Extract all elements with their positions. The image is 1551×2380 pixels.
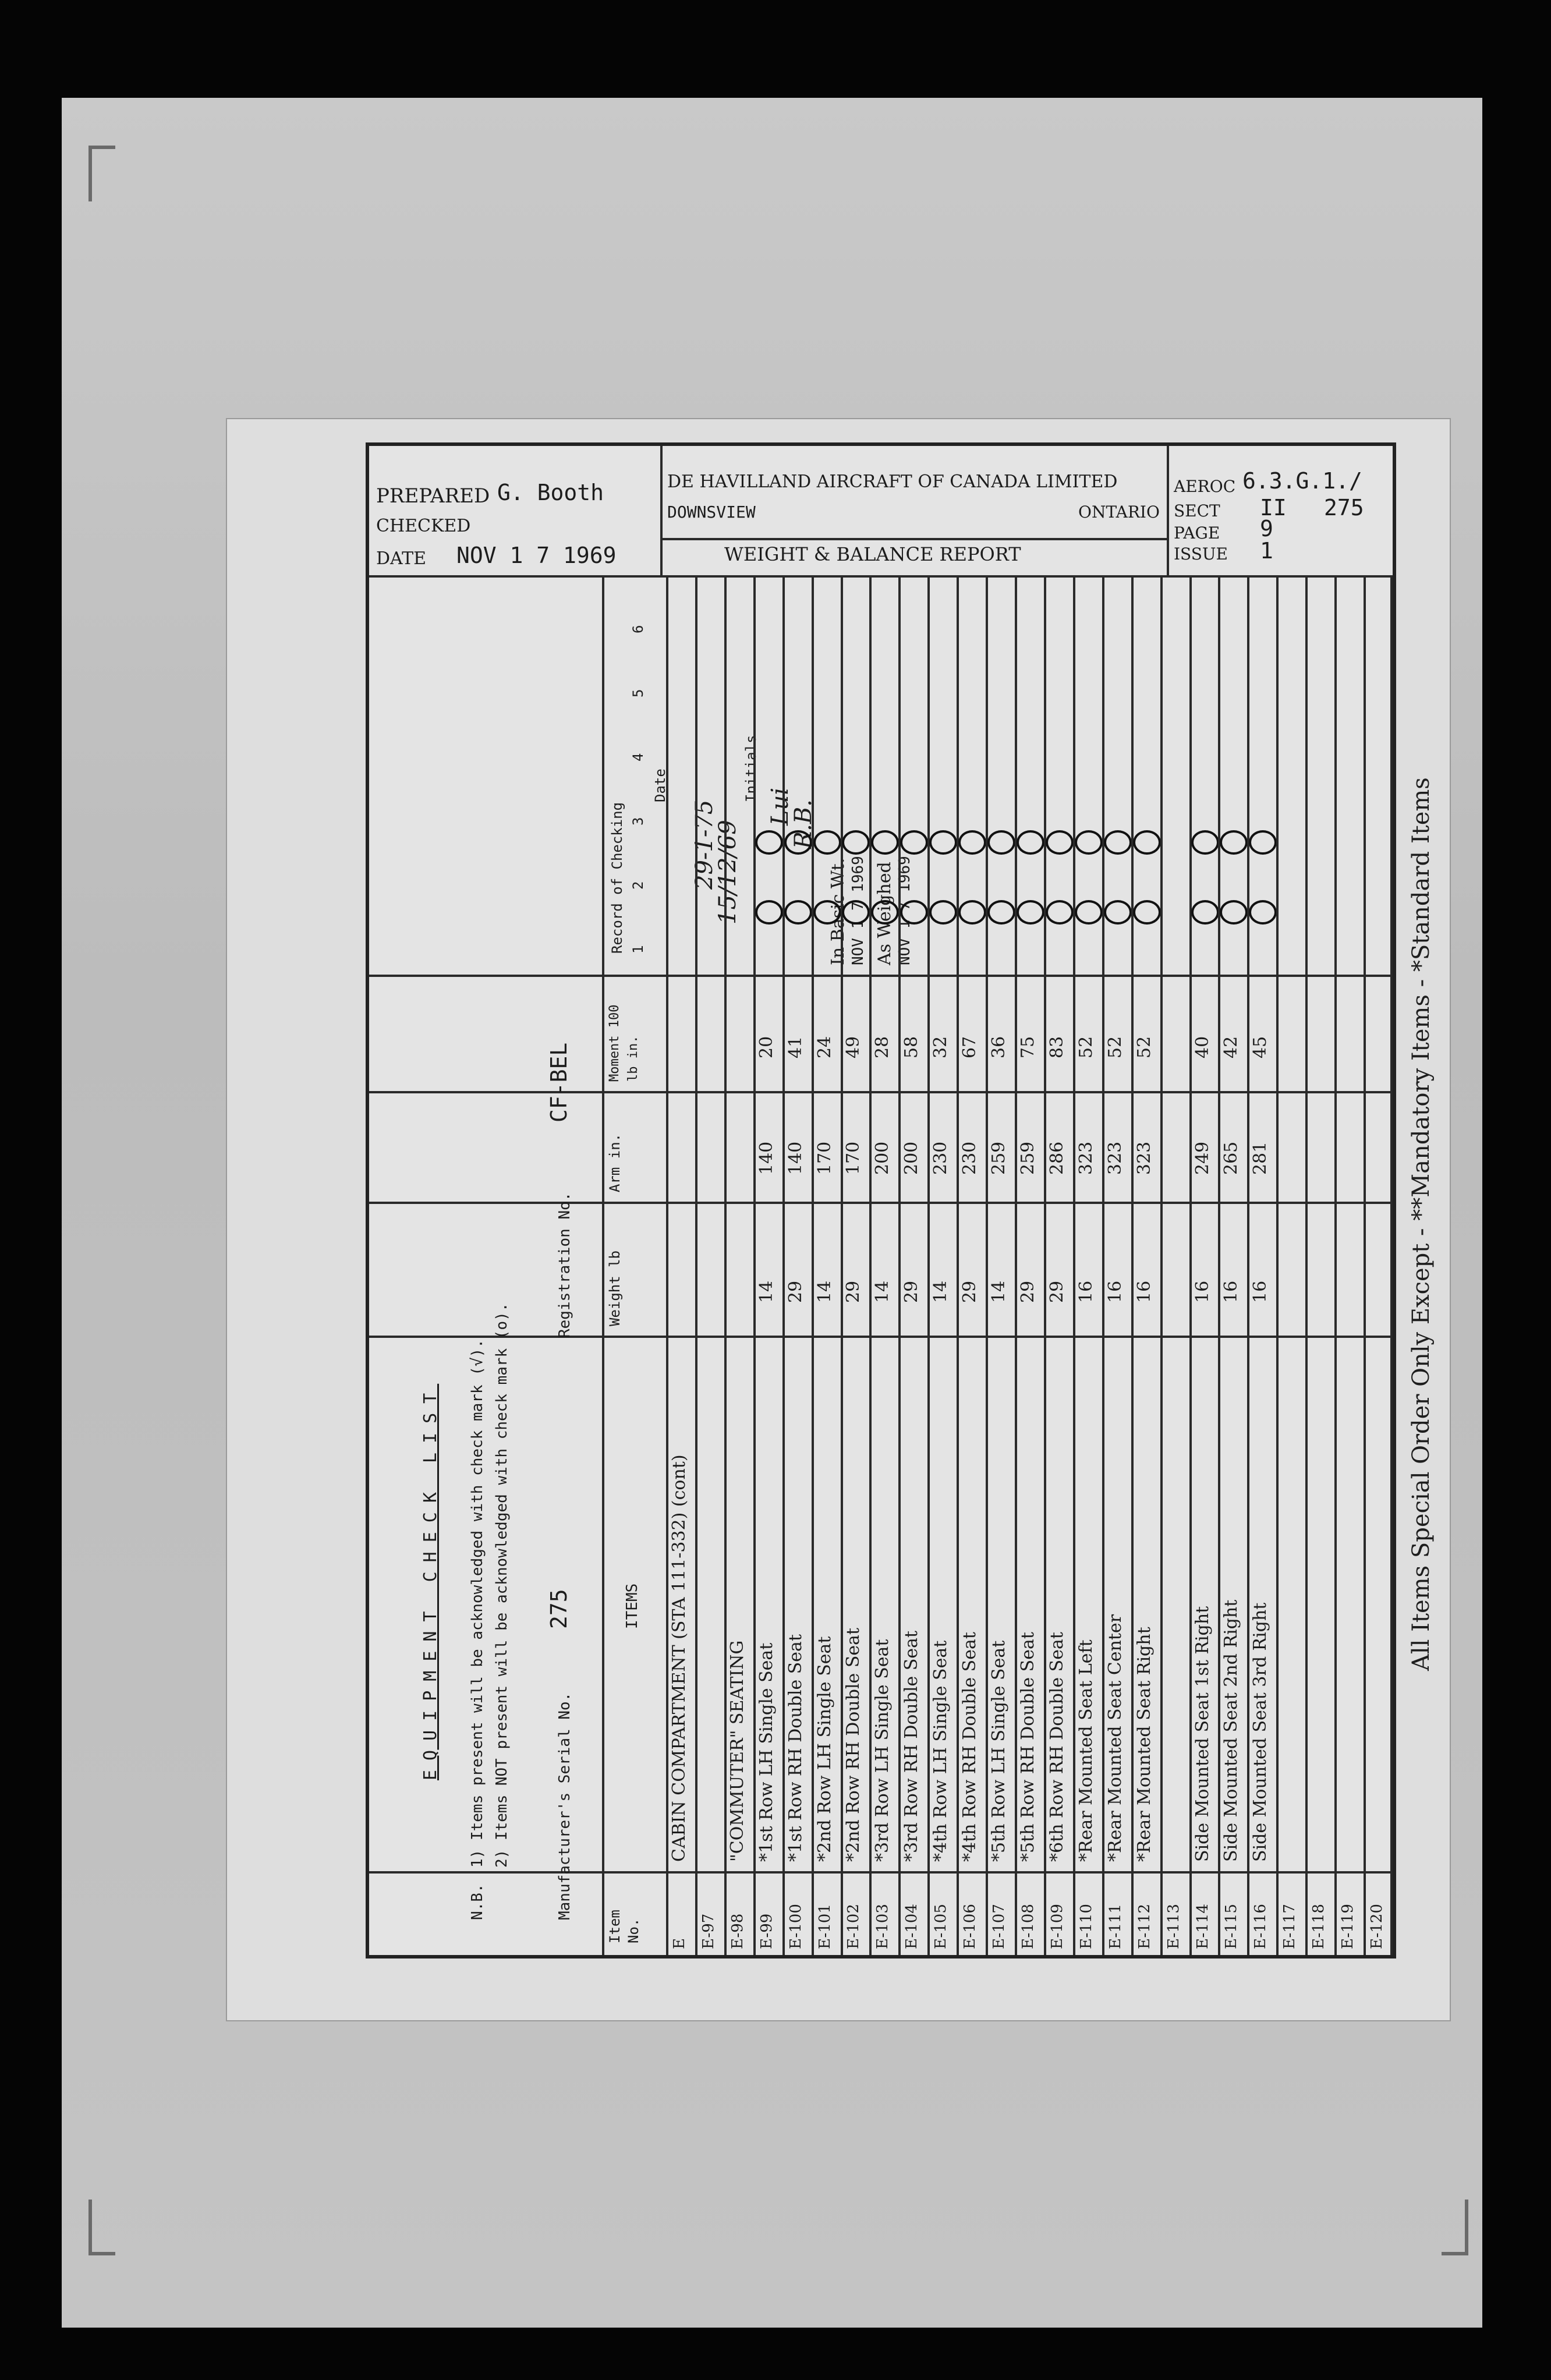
date-entry-1: 29-1-75	[691, 799, 718, 890]
row-arm: 230	[959, 1141, 980, 1175]
row-divider	[869, 575, 872, 1955]
row-arm: 323	[1075, 1141, 1096, 1175]
report-title: WEIGHT & BALANCE REPORT	[724, 543, 1021, 565]
row-item: *5th Row RH Double Seat	[1018, 1632, 1038, 1862]
row-weight: 16	[1104, 1280, 1125, 1303]
row-moment: 36	[989, 1036, 1010, 1058]
row-item: "COMMUTER" SEATING	[727, 1640, 748, 1862]
row-weight: 16	[1221, 1280, 1242, 1303]
row-divider	[927, 575, 930, 1955]
row-arm: 170	[814, 1141, 835, 1175]
row-no: E-111	[1106, 1904, 1124, 1949]
row-no: E-99	[757, 1913, 776, 1949]
row-no: E-110	[1077, 1904, 1095, 1949]
check-mark-o-basic	[1133, 900, 1161, 925]
check-mark-o-basic	[784, 900, 812, 925]
check-mark-o-basic	[987, 900, 1015, 925]
row-arm: 259	[1018, 1141, 1038, 1175]
row-no: E-120	[1368, 1904, 1386, 1949]
row-no: E-103	[874, 1904, 892, 1949]
check-mark-o-weighed	[929, 830, 957, 855]
record-number-5: 5	[630, 689, 646, 697]
equipment-table-rotated	[369, 446, 1393, 1955]
column-divider	[369, 1091, 1393, 1093]
row-item: CABIN COMPARTMENT (STA 111-332) (cont)	[668, 1454, 689, 1862]
row-no: E-116	[1252, 1904, 1270, 1949]
record-initials-label: Initials	[743, 735, 759, 802]
row-moment: 40	[1192, 1036, 1213, 1058]
row-moment: 20	[756, 1036, 777, 1058]
row-moment: 32	[930, 1036, 951, 1058]
check-mark-o-weighed	[755, 830, 783, 855]
record-label: Record of Checking	[609, 802, 625, 954]
row-divider	[695, 575, 697, 1955]
row-no: E-101	[816, 1904, 834, 1949]
check-mark-o-weighed	[1220, 830, 1248, 855]
row-divider	[782, 575, 785, 1955]
row-moment: 41	[785, 1036, 806, 1058]
col-weight: Weight lb	[607, 1250, 623, 1326]
row-item: Side Mounted Seat 1st Right	[1192, 1606, 1213, 1862]
row-weight: 29	[785, 1280, 806, 1303]
row-no: E-104	[903, 1904, 921, 1949]
registration-value: CF-BEL	[546, 1042, 572, 1122]
check-mark-o-basic	[900, 900, 928, 925]
checklist-title: EQUIPMENT CHECK LIST	[420, 1383, 441, 1780]
row-no: E-98	[728, 1913, 746, 1949]
check-mark-o-basic	[1046, 900, 1074, 925]
check-mark-o-weighed	[900, 830, 928, 855]
row-weight: 16	[1192, 1280, 1213, 1303]
row-divider-last	[1390, 575, 1393, 1955]
row-arm: 140	[785, 1141, 806, 1175]
row-weight: 29	[843, 1280, 864, 1303]
checked-label: CHECKED	[376, 516, 471, 536]
prepared-label: PREPARED	[376, 484, 490, 508]
row-divider	[753, 575, 756, 1955]
date-label: DATE	[376, 548, 426, 569]
crop-mark-bottom-left	[88, 2200, 115, 2255]
row-no: E-102	[845, 1904, 863, 1949]
check-mark-o-basic	[1191, 900, 1219, 925]
check-mark-o-weighed	[1191, 830, 1219, 855]
check-mark-o-weighed	[958, 830, 986, 855]
aeroc-value: 6.3.G.1./	[1242, 468, 1362, 494]
row-no: E-106	[961, 1904, 979, 1949]
row-divider	[812, 575, 814, 1955]
check-mark-o-weighed	[842, 830, 870, 855]
row-moment: 52	[1075, 1036, 1096, 1058]
check-mark-o-basic	[1075, 900, 1103, 925]
row-divider	[1334, 575, 1337, 1955]
column-divider	[369, 1336, 1393, 1338]
page-label: PAGE	[1174, 523, 1220, 543]
row-divider	[1102, 575, 1104, 1955]
initials-entry-1: Lui	[767, 787, 794, 826]
col-items: ITEMS	[624, 1583, 641, 1629]
check-mark-o-basic	[958, 900, 986, 925]
row-moment: 52	[1134, 1036, 1155, 1058]
row-arm: 281	[1250, 1141, 1271, 1175]
row-item: *Rear Mounted Seat Right	[1134, 1627, 1155, 1862]
row-arm: 140	[756, 1141, 777, 1175]
row-item: *4th Row LH Single Seat	[930, 1640, 951, 1862]
issue-value: 1	[1260, 538, 1273, 564]
row-weight: 29	[959, 1280, 980, 1303]
sect-number: 275	[1324, 495, 1364, 520]
row-divider	[724, 575, 727, 1955]
serial-label: Manufacturer's Serial No.	[556, 1692, 573, 1920]
row-moment: 58	[901, 1036, 922, 1058]
check-mark-o-basic	[929, 900, 957, 925]
aeroc-label: AEROC	[1174, 477, 1236, 496]
row-arm: 170	[843, 1141, 864, 1175]
row-weight: 14	[989, 1280, 1010, 1303]
row-item: *Rear Mounted Seat Left	[1075, 1639, 1096, 1862]
row-divider	[841, 575, 843, 1955]
row-weight: 29	[1018, 1280, 1038, 1303]
row-arm: 249	[1192, 1141, 1213, 1175]
row-item: *4th Row RH Double Seat	[959, 1632, 980, 1862]
row-arm: 259	[989, 1141, 1010, 1175]
column-divider	[369, 975, 1393, 977]
weight-balance-form	[366, 442, 1396, 1958]
crop-mark-top-left	[88, 146, 115, 201]
prepared-value: G. Booth	[497, 480, 604, 505]
record-number-6: 6	[630, 625, 646, 633]
row-item: *3rd Row LH Single Seat	[872, 1639, 893, 1862]
row-divider	[1305, 575, 1308, 1955]
row-divider	[957, 575, 959, 1955]
check-mark-o-weighed	[813, 830, 841, 855]
row-moment: 42	[1221, 1036, 1242, 1058]
row-moment: 67	[959, 1036, 980, 1058]
row-item: *3rd Row RH Double Seat	[901, 1630, 922, 1862]
row-divider	[1218, 575, 1220, 1955]
row-no: E-100	[787, 1904, 805, 1949]
weighed-date: NOV 1 7 1969	[896, 856, 913, 965]
row-divider	[1015, 575, 1017, 1955]
footer-note: All Items Special Order Only Except - **Mandatory Items - *Standard Items	[1408, 777, 1435, 1671]
row-moment: 49	[843, 1036, 864, 1058]
row-arm: 323	[1104, 1141, 1125, 1175]
row-item: *1st Row RH Double Seat	[785, 1634, 806, 1862]
record-number-2: 2	[630, 881, 646, 890]
row-moment: 24	[814, 1036, 835, 1058]
record-number-3: 3	[630, 817, 646, 826]
row-arm: 265	[1221, 1141, 1242, 1175]
row-no: E-108	[1019, 1904, 1037, 1949]
row-item: *5th Row LH Single Seat	[989, 1640, 1010, 1862]
row-no: E-115	[1223, 1904, 1241, 1949]
initials-entry-2: R.B.	[790, 799, 817, 849]
row-divider	[1131, 575, 1134, 1955]
row-item: *2nd Row LH Single Seat	[814, 1636, 835, 1862]
row-no: E-119	[1339, 1904, 1357, 1949]
row-item: *2nd Row RH Double Seat	[843, 1627, 864, 1862]
check-mark-o-weighed	[871, 830, 899, 855]
row-no: E-114	[1194, 1904, 1212, 1949]
check-mark-o-weighed	[784, 830, 812, 855]
col-item-no: Item No.	[607, 1910, 642, 1943]
location-left: DOWNSVIEW	[667, 502, 756, 522]
crop-mark-bottom-right	[1442, 2200, 1468, 2255]
row-arm: 323	[1134, 1141, 1155, 1175]
row-weight: 14	[756, 1280, 777, 1303]
row-arm: 200	[901, 1141, 922, 1175]
row-divider	[1276, 575, 1279, 1955]
row-no: E-107	[990, 1904, 1008, 1949]
record-number-1: 1	[630, 945, 646, 954]
row-divider	[666, 575, 668, 1955]
row-weight: 14	[930, 1280, 951, 1303]
row-item: *6th Row RH Double Seat	[1046, 1632, 1067, 1862]
check-mark-o-weighed	[1017, 830, 1044, 855]
row-no: E-117	[1281, 1904, 1299, 1949]
issue-label: ISSUE	[1174, 544, 1228, 564]
row-item: *Rear Mounted Seat Center	[1104, 1614, 1125, 1862]
row-no: E-113	[1164, 1904, 1182, 1949]
check-mark-o-weighed	[987, 830, 1015, 855]
row-no: E-97	[699, 1913, 717, 1949]
row-weight: 16	[1075, 1280, 1096, 1303]
row-divider	[1044, 575, 1046, 1955]
row-divider	[1364, 575, 1366, 1955]
row-item: Side Mounted Seat 2nd Right	[1221, 1599, 1242, 1862]
row-no: E-109	[1048, 1904, 1066, 1949]
row-divider	[1247, 575, 1249, 1955]
check-mark-o-weighed	[1133, 830, 1161, 855]
row-divider	[986, 575, 988, 1955]
row-moment: 45	[1250, 1036, 1271, 1058]
row-no: E	[670, 1938, 688, 1949]
row-weight: 29	[901, 1280, 922, 1303]
row-moment: 75	[1018, 1036, 1038, 1058]
check-mark-o-weighed	[1046, 830, 1074, 855]
row-divider	[1073, 575, 1075, 1955]
check-mark-o-basic	[813, 900, 841, 925]
note-2: 2) Items NOT present will be acknowledged with check mark (o).	[493, 1302, 511, 1868]
row-no: E-105	[932, 1904, 950, 1949]
sect-label: SECT	[1174, 501, 1220, 520]
record-date-label: Date	[652, 768, 668, 802]
basic-date: NOV 1 7 1969	[849, 856, 867, 965]
row-arm: 200	[872, 1141, 893, 1175]
company-name: DE HAVILLAND AIRCRAFT OF CANADA LIMITED	[667, 472, 1118, 492]
check-mark-o-weighed	[1104, 830, 1132, 855]
row-weight: 14	[814, 1280, 835, 1303]
check-mark-o-basic	[1104, 900, 1132, 925]
row-arm: 230	[930, 1141, 951, 1175]
date-entry-2: 15/12/69	[714, 820, 741, 925]
registration-label: Registration No.	[556, 1192, 573, 1338]
basic-label: In Basic Wt.	[828, 858, 848, 965]
sect-value: II	[1260, 495, 1287, 520]
column-divider	[369, 1202, 1393, 1204]
check-mark-o-basic	[1249, 900, 1277, 925]
row-moment: 52	[1104, 1036, 1125, 1058]
col-moment: Moment 100 lb in.	[607, 1004, 640, 1082]
row-divider	[1160, 575, 1163, 1955]
col-arm: Arm in.	[607, 1133, 623, 1192]
row-moment: 83	[1046, 1036, 1067, 1058]
date-value: NOV 1 7 1969	[456, 543, 617, 568]
row-divider	[898, 575, 901, 1955]
row-moment: 28	[872, 1036, 893, 1058]
row-arm: 286	[1046, 1141, 1067, 1175]
record-number-4: 4	[630, 753, 646, 762]
row-item: *1st Row LH Single Seat	[756, 1642, 777, 1862]
row-weight: 29	[1046, 1280, 1067, 1303]
column-divider	[369, 1871, 1393, 1873]
row-item: Side Mounted Seat 3rd Right	[1250, 1602, 1271, 1862]
nb-label: N.B.	[469, 1883, 486, 1920]
header-band-divider	[602, 575, 604, 1955]
row-weight: 14	[872, 1280, 893, 1303]
serial-value: 275	[546, 1589, 572, 1629]
check-mark-o-basic	[1220, 900, 1248, 925]
row-no: E-112	[1135, 1904, 1153, 1949]
note-1: 1) Items present will be acknowledged with check mark (√).	[469, 1339, 486, 1868]
weighed-label: As Weighed	[874, 862, 895, 965]
row-divider	[1189, 575, 1192, 1955]
location-right: ONTARIO	[1078, 502, 1160, 522]
row-weight: 16	[1250, 1280, 1271, 1303]
check-mark-o-weighed	[1075, 830, 1103, 855]
row-weight: 16	[1134, 1280, 1155, 1303]
check-mark-o-basic	[1017, 900, 1044, 925]
check-mark-o-basic	[755, 900, 783, 925]
page-value: 9	[1260, 516, 1273, 541]
row-no: E-118	[1310, 1904, 1328, 1949]
check-mark-o-weighed	[1249, 830, 1277, 855]
